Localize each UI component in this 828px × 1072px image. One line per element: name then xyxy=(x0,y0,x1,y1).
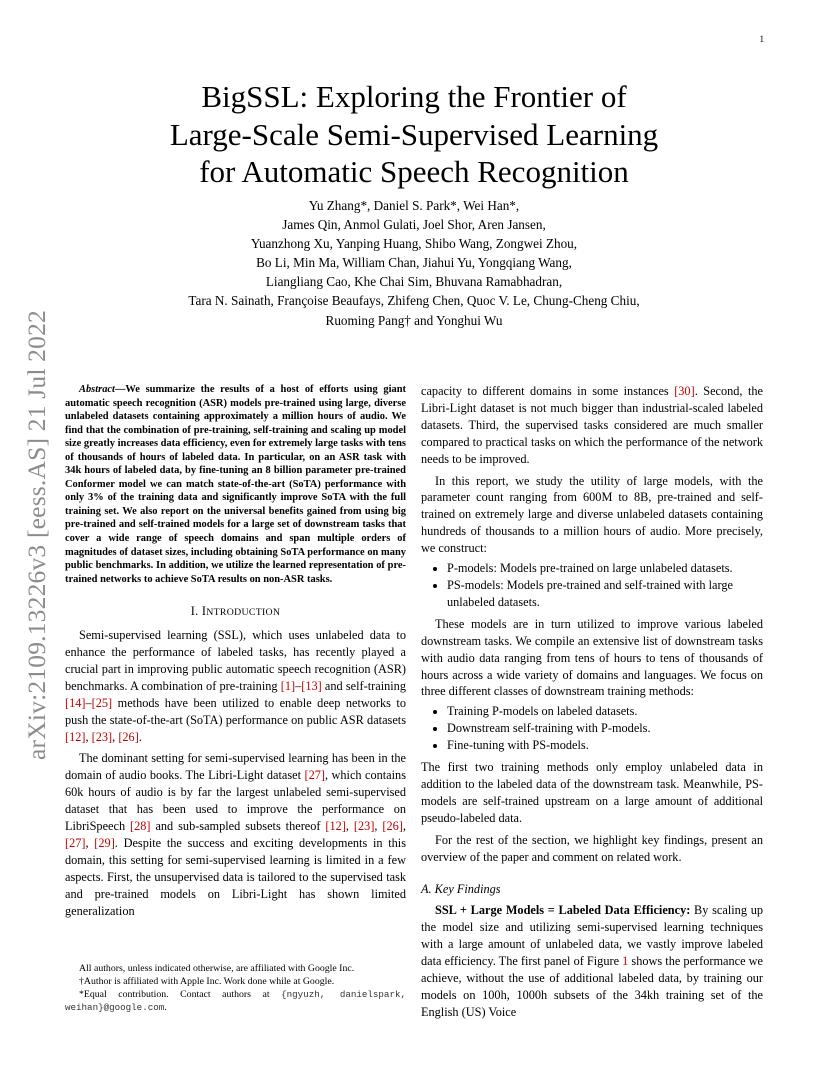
abstract-label: Abstract xyxy=(79,384,115,395)
arxiv-stamp-text: arXiv:2109.13226v3 [eess.AS] 21 Jul 2022 xyxy=(22,310,51,760)
left-column xyxy=(65,383,406,920)
citation-link[interactable]: [13] xyxy=(301,678,322,693)
citation-link[interactable]: [23] xyxy=(91,729,113,744)
training-method-list xyxy=(421,703,763,754)
text-run: The dominant setting for semi-supervised learning has been in the domain of audio books. The Libri-Light dataset xyxy=(65,751,406,783)
intro-paragraph-3 xyxy=(421,383,763,468)
author-list xyxy=(90,196,738,330)
list-item: • P-models: Models pre-trained on large unlabeled datasets. xyxy=(447,560,763,577)
text-run: and sub-sampled subsets thereof xyxy=(150,819,326,834)
section-heading-introduction: I. INTRODUCTION xyxy=(190,604,281,619)
text-run: and self-training xyxy=(321,678,406,693)
author-line: Liangliang Cao, Khe Chai Sim, Bhuvana Ramabhadran, xyxy=(265,274,563,290)
arxiv-stamp xyxy=(6,290,68,780)
citation-link[interactable]: [14] xyxy=(65,695,86,710)
citation-link[interactable]: [12] xyxy=(325,819,346,834)
intro-paragraph-4: In this report, we study the utility of large models, with the parameter count ranging from 600M to 8B, pre-trained and self-trained on extremely large and diverse unlabeled datasets containing hundreds of thousands to a million hours of audio. More precisely, we construct: xyxy=(421,473,763,556)
intro-paragraph-6: The first two training methods only employ unlabeled data in addition to the labeled data of the downstream task. Meanwhile, PS-models are self-trained upstream on a large amount of additional pseudo-labeled data. xyxy=(421,760,763,825)
citation-link[interactable]: [26] xyxy=(118,729,139,744)
citation-link[interactable]: [28] xyxy=(130,819,151,834)
list-item: • Training P-models on labeled datasets. xyxy=(447,703,763,720)
right-column xyxy=(421,383,763,1021)
title-line: Large-Scale Semi-Supervised Learning xyxy=(169,116,659,152)
author-line: James Qin, Anmol Gulati, Joel Shor, Aren Jansen, xyxy=(282,217,546,233)
author-line: Yuanzhong Xu, Yanping Huang, Shibo Wang, Zongwei Zhou, xyxy=(250,236,578,252)
footnote-affiliation: All authors, unless indicated otherwise, are affiliated with Google Inc. xyxy=(79,963,355,974)
title-line: BigSSL: Exploring the Frontier of xyxy=(201,79,627,114)
text-run: methods have been utilized to enable deep networks to push the state-of-the-art (SoTA) performance on public ASR datasets xyxy=(65,695,406,727)
author-line: Tara N. Sainath, Françoise Beaufays, Zhifeng Chen, Quoc V. Le, Chung-Cheng Chiu, xyxy=(188,293,640,309)
intro-paragraph-1 xyxy=(65,627,406,745)
abstract-text: We summarize the results of a host of efforts using giant automatic speech recognition (ASR) models pre-trained using large, diverse unlabeled datasets containing approximately a million hours of audio. We find that the combination of pre-training, self-training and scaling up model size greatly increases data efficiency, even for extremely large tasks with tens of thousands of hours of labeled data. In particular, on an ASR task with 34k hours of labeled data, by fine-tuning an 8 billion parameter pre-trained Conformer model we can match state-of-the-art (SoTA) performance with only 3% of the training data and significantly improve SoTA with the full training set. We also report on the universal benefits gained from using big pre-trained and self-trained models for a large set of downstream tasks that cover a wide range of speech domains and span multiple orders of magnitudes of dataset sizes, including obtaining SoTA performance on many public benchmarks. In addition, we utilize the learned representation of pre-trained networks to achieve SoTA results on non-ASR tasks. xyxy=(65,384,406,585)
text-run: . xyxy=(138,729,142,744)
text-run: – xyxy=(295,678,302,693)
text-run: capacity to different domains in some instances xyxy=(421,384,675,398)
intro-paragraph-2 xyxy=(65,750,406,919)
citation-link[interactable]: [23] xyxy=(353,819,375,834)
footnotes xyxy=(65,962,406,1014)
paper-title xyxy=(90,78,738,191)
citation-link[interactable]: [27] xyxy=(304,768,325,783)
text-run: . Despite the success and exciting developments in this domain, this setting for semi-supervised learning is limited in a few aspects. First, the unsupervised data is tailored to the supervised task and pre-trained models on Libri-Light has shown limited generalization xyxy=(65,835,406,918)
list-item: • PS-models: Models pre-trained and self-trained with large unlabeled datasets. xyxy=(447,577,763,611)
text-run: shows the performance we achieve, without the use of additional labeled data, by training our models on 100h, 1000h subsets of the 34kh training set of the English (US) Voice xyxy=(421,954,763,1019)
citation-link[interactable]: [27] xyxy=(65,835,86,850)
citation-link[interactable]: [25] xyxy=(91,695,113,710)
title-line: for Automatic Speech Recognition xyxy=(199,154,629,189)
text-run: . Second, the Libri-Light dataset is not much bigger than industrial-scaled labeled datasets. Third, the supervised tasks considered are much smaller compared to practical tasks on which the performance of the network needs to be improved. xyxy=(421,384,763,466)
text-run: , xyxy=(85,835,95,850)
citation-link[interactable]: [1] xyxy=(280,678,296,693)
citation-link[interactable]: [26] xyxy=(382,819,403,834)
citation-link[interactable]: [29] xyxy=(94,835,115,850)
citation-link[interactable]: [12] xyxy=(65,729,86,744)
citation-link[interactable]: 1 xyxy=(622,954,629,969)
text-run: Semi-supervised learning (SSL), which uses unlabeled data to enhance the performance of labeled tasks, has recently played a crucial part in improving public automatic speech recognition (ASR) benchmarks. A combination of pre-training xyxy=(65,628,406,693)
author-line: Yu Zhang*, Daniel S. Park*, Wei Han*, xyxy=(308,198,520,213)
author-line: Ruoming Pang† and Yonghui Wu xyxy=(325,312,503,328)
text-run: , xyxy=(112,729,119,744)
footnote-apple: †Author is affiliated with Apple Inc. Work done while at Google. xyxy=(79,976,335,987)
text-run: , xyxy=(402,819,406,834)
text-run: , xyxy=(85,729,92,744)
text-run: , xyxy=(374,819,383,834)
author-line: Bo Li, Min Ma, William Chan, Jiahui Yu, Yongqiang Wang, xyxy=(256,255,572,271)
subsection-heading-key-findings: A. Key Findings xyxy=(421,882,501,897)
intro-paragraph-5: These models are in turn utilized to improve various labeled downstream tasks. We compile an extensive list of downstream tasks with audio data ranging from tens of hours to tens of thousands of hours across a wide variety of domains and languages. We focus on three different classes of downstream training methods: xyxy=(421,616,763,699)
contact-emails: {ngyuzh, danielspark, weihan}@google.com xyxy=(65,989,406,1013)
finding-title: SSL + Large Models = Labeled Data Efficiency: xyxy=(435,903,691,918)
finding-text xyxy=(421,903,763,1018)
citation-link[interactable]: [30] xyxy=(674,384,695,398)
abstract: Abstract—We summarize the results of a host of efforts using giant automatic speech recognition (ASR) models pre-trained using large, diverse unlabeled datasets containing approximately a million hours of audio. We find that the combination of pre-training, self-training and scaling up model size greatly increases data efficiency, even for extremely large tasks with tens of thousands of hours of labeled data. In particular, on an ASR task with 34k hours of labeled data, by fine-tuning an 8 billion parameter pre-trained Conformer model we can match state-of-the-art (SoTA) performance with only 3% of the training data and significantly improve SoTA with the full training set. We also report on the universal benefits gained from using big pre-trained and self-trained models for a large set of downstream tasks that cover a wide range of speech domains and span multiple orders of magnitudes of dataset sizes, including obtaining SoTA performance on many public benchmarks. In addition, we utilize the learned representation of pre-trained networks to achieve SoTA results on non-ASR tasks. xyxy=(65,384,406,585)
text-run: By scaling up the model size and utilizing semi-supervised learning techniques with a large amount of unlabeled data, we vastly improve labeled data efficiency. The first panel of Figure xyxy=(421,903,764,969)
intro-paragraph-7: For the rest of the section, we highlight key findings, present an overview of the paper and comment on related work. xyxy=(421,832,763,864)
key-findings-paragraph xyxy=(421,902,763,1020)
text-run: – xyxy=(85,695,92,710)
list-item: • Fine-tuning with PS-models. xyxy=(447,737,763,754)
footnote-equal-contribution: *Equal contribution. Contact authors at {ngyuzh, danielspark, weihan}@google.com. xyxy=(65,989,406,1013)
model-list xyxy=(421,560,763,611)
list-item: • Downstream self-training with P-models. xyxy=(447,720,763,737)
text-run: , xyxy=(345,819,354,834)
text-run: , which contains 60k hours of audio is by far the largest unlabeled semi-supervised dataset that has been used to improve the performance on LibriSpeech xyxy=(65,768,406,834)
page-number: 1 xyxy=(759,34,764,44)
